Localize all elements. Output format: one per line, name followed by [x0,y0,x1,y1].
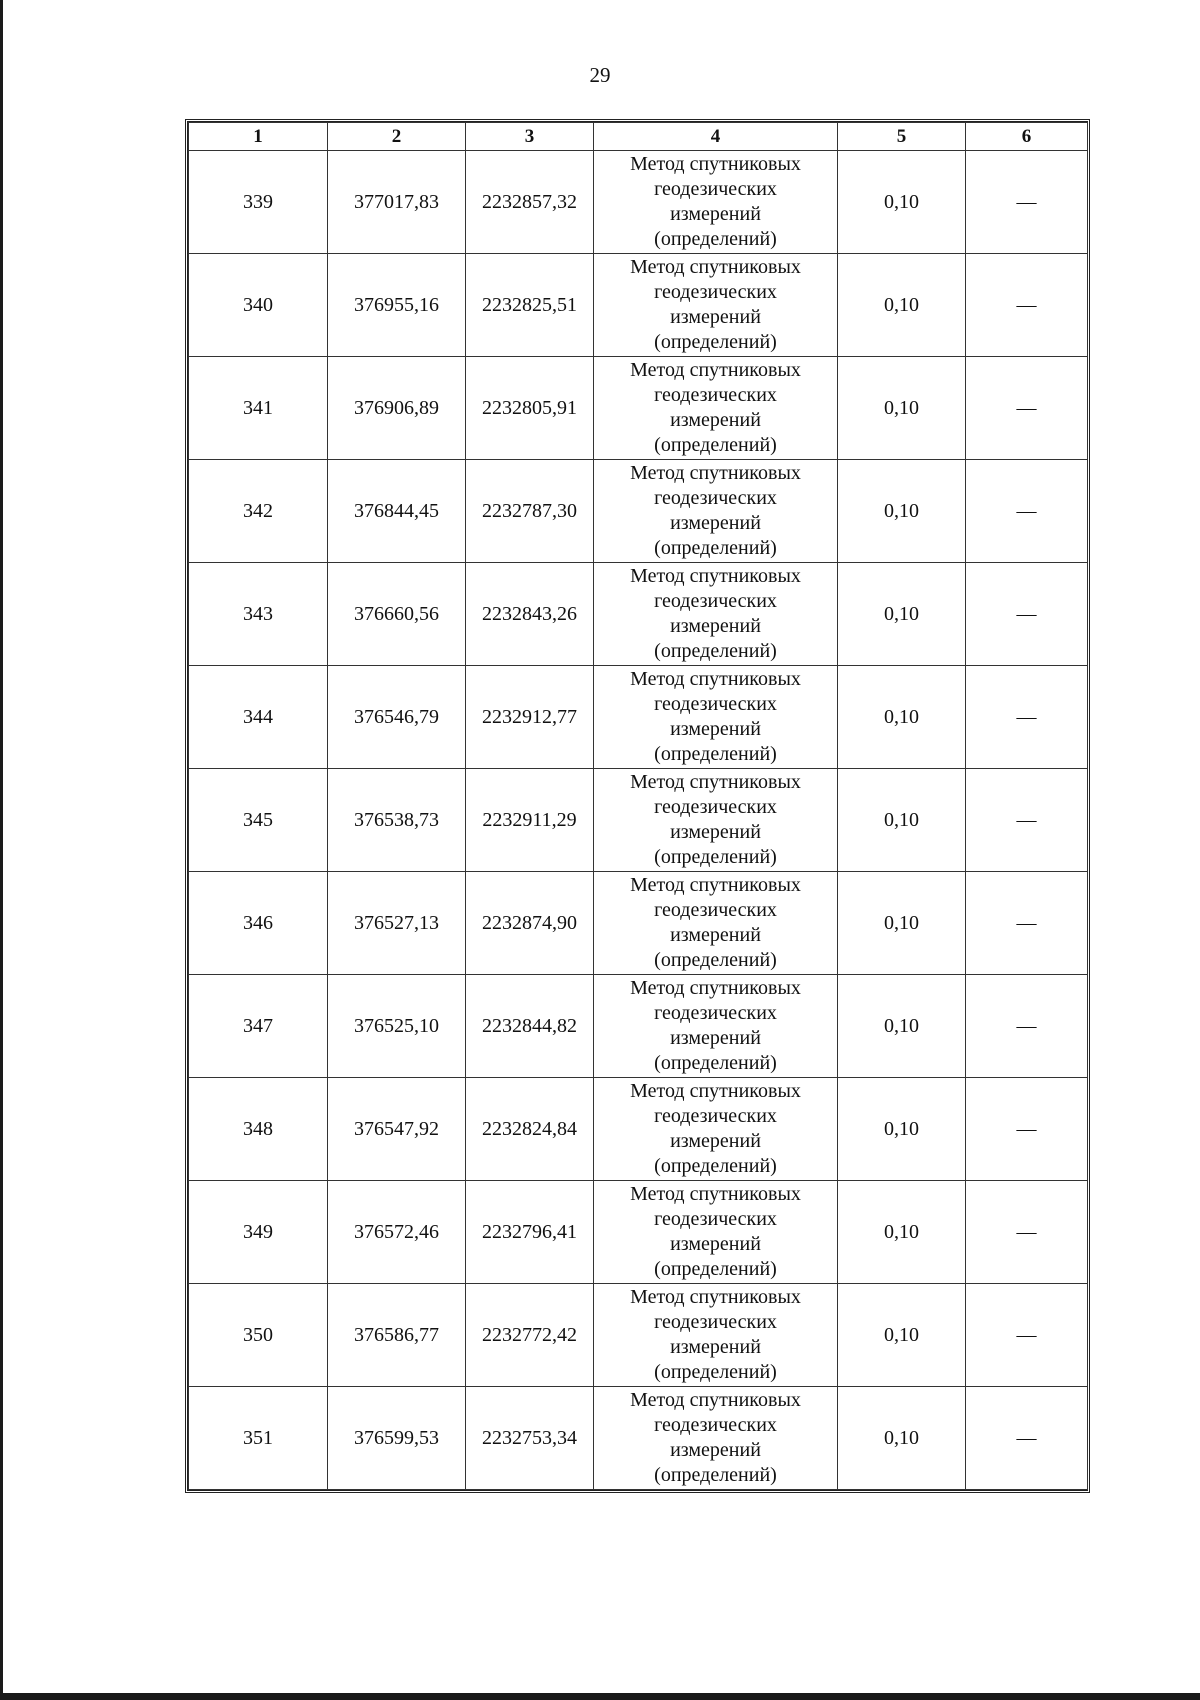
note-cell [966,1387,1088,1490]
table-body [189,151,1088,1490]
method-line: Метод спутниковых [630,771,801,793]
method-line: Метод спутниковых [630,1389,801,1411]
method-line: измерений [670,924,761,946]
point-number-cell: 351 [189,1387,328,1490]
coordinate-x-cell: 376660,56 [328,563,466,666]
method-line: (определений) [654,1155,777,1177]
table-header-row [189,123,1088,151]
scan-edge-bottom [0,1693,1200,1700]
note-cell [966,666,1088,769]
method-line: геодезических [654,693,777,715]
method-cell [594,666,838,769]
method-line: Метод спутниковых [630,668,801,690]
method-cell [594,151,838,254]
point-number-cell: 343 [189,563,328,666]
method-line: измерений [670,512,761,534]
method-line: геодезических [654,178,777,200]
method-line: (определений) [654,1464,777,1486]
point-number-cell: 350 [189,1284,328,1387]
note-cell [966,1181,1088,1284]
method-cell [594,872,838,975]
accuracy-cell: 0,10 [838,1387,966,1490]
method-line: Метод спутниковых [630,565,801,587]
method-line: измерений [670,1233,761,1255]
table-row [189,872,1088,975]
point-number-cell: 341 [189,357,328,460]
column-header: 3 [466,123,594,151]
coordinate-x-cell: 376844,45 [328,460,466,563]
coordinate-x-cell: 376546,79 [328,666,466,769]
point-number-cell: 340 [189,254,328,357]
accuracy-cell: 0,10 [838,872,966,975]
dash-mark: — [1016,1426,1037,1449]
method-line: (определений) [654,228,777,250]
note-cell [966,769,1088,872]
table-row [189,151,1088,254]
coordinates-table [188,122,1088,1490]
coordinate-y-cell: 2232772,42 [466,1284,594,1387]
coordinate-y-cell: 2232824,84 [466,1078,594,1181]
table-row [189,975,1088,1078]
method-line: (определений) [654,949,777,971]
method-line: измерений [670,203,761,225]
method-cell [594,975,838,1078]
coordinate-x-cell: 376586,77 [328,1284,466,1387]
note-cell [966,460,1088,563]
method-line: измерений [670,409,761,431]
coordinate-y-cell: 2232787,30 [466,460,594,563]
accuracy-cell: 0,10 [838,563,966,666]
point-number-cell: 339 [189,151,328,254]
method-cell [594,254,838,357]
point-number-cell: 342 [189,460,328,563]
method-line: Метод спутниковых [630,153,801,175]
coordinate-y-cell: 2232844,82 [466,975,594,1078]
coordinate-y-cell: 2232753,34 [466,1387,594,1490]
method-line: геодезических [654,899,777,921]
dash-mark: — [1016,499,1037,522]
note-cell [966,563,1088,666]
coordinate-x-cell: 376572,46 [328,1181,466,1284]
accuracy-cell: 0,10 [838,151,966,254]
coordinate-y-cell: 2232843,26 [466,563,594,666]
note-cell [966,1078,1088,1181]
table-row [189,666,1088,769]
column-header: 4 [594,123,838,151]
method-line: геодезических [654,1414,777,1436]
column-header: 5 [838,123,966,151]
method-line: измерений [670,821,761,843]
method-line: измерений [670,306,761,328]
table-row [189,460,1088,563]
dash-mark: — [1016,1323,1037,1346]
method-cell [594,769,838,872]
note-cell [966,151,1088,254]
point-number-cell: 348 [189,1078,328,1181]
table-row [189,563,1088,666]
coordinate-x-cell: 376538,73 [328,769,466,872]
dash-mark: — [1016,705,1037,728]
method-cell [594,460,838,563]
accuracy-cell: 0,10 [838,1181,966,1284]
method-line: Метод спутниковых [630,874,801,896]
method-line: Метод спутниковых [630,256,801,278]
coordinate-y-cell: 2232805,91 [466,357,594,460]
method-line: измерений [670,1027,761,1049]
method-line: Метод спутниковых [630,1080,801,1102]
table-row [189,769,1088,872]
dash-mark: — [1016,396,1037,419]
note-cell [966,254,1088,357]
dash-mark: — [1016,1014,1037,1037]
table-row [189,1078,1088,1181]
coordinate-x-cell: 376599,53 [328,1387,466,1490]
dash-mark: — [1016,911,1037,934]
method-line: (определений) [654,331,777,353]
accuracy-cell: 0,10 [838,1284,966,1387]
dash-mark: — [1016,808,1037,831]
note-cell [966,357,1088,460]
point-number-cell: 349 [189,1181,328,1284]
column-header: 6 [966,123,1088,151]
coordinate-x-cell: 376906,89 [328,357,466,460]
table-row [189,254,1088,357]
accuracy-cell: 0,10 [838,666,966,769]
table-row [189,1181,1088,1284]
method-line: геодезических [654,487,777,509]
accuracy-cell: 0,10 [838,357,966,460]
accuracy-cell: 0,10 [838,460,966,563]
dash-mark: — [1016,293,1037,316]
method-line: (определений) [654,1052,777,1074]
method-line: геодезических [654,281,777,303]
point-number-cell: 347 [189,975,328,1078]
method-line: измерений [670,1439,761,1461]
method-line: геодезических [654,1208,777,1230]
coordinate-x-cell: 376547,92 [328,1078,466,1181]
coordinate-y-cell: 2232911,29 [466,769,594,872]
coordinate-x-cell: 376527,13 [328,872,466,975]
coordinate-y-cell: 2232857,32 [466,151,594,254]
method-line: геодезических [654,1105,777,1127]
method-line: Метод спутниковых [630,359,801,381]
page-number: 29 [589,63,611,87]
note-cell [966,1284,1088,1387]
dash-mark: — [1016,602,1037,625]
accuracy-cell: 0,10 [838,254,966,357]
coordinate-x-cell: 376955,16 [328,254,466,357]
column-header: 2 [328,123,466,151]
method-cell [594,1078,838,1181]
method-line: (определений) [654,537,777,559]
method-line: измерений [670,718,761,740]
coordinate-y-cell: 2232825,51 [466,254,594,357]
method-line: Метод спутниковых [630,462,801,484]
method-line: Метод спутниковых [630,977,801,999]
method-cell [594,357,838,460]
method-cell [594,1284,838,1387]
point-number-cell: 345 [189,769,328,872]
method-line: измерений [670,1130,761,1152]
method-line: геодезических [654,796,777,818]
coordinate-y-cell: 2232912,77 [466,666,594,769]
method-line: (определений) [654,846,777,868]
coordinate-x-cell: 376525,10 [328,975,466,1078]
note-cell [966,975,1088,1078]
method-line: (определений) [654,1361,777,1383]
method-line: измерений [670,1336,761,1358]
note-cell [966,872,1088,975]
column-header: 1 [189,123,328,151]
point-number-cell: 346 [189,872,328,975]
method-line: (определений) [654,743,777,765]
method-line: геодезических [654,1311,777,1333]
table-row [189,1387,1088,1490]
coordinates-table-frame [185,119,1090,1493]
accuracy-cell: 0,10 [838,975,966,1078]
method-line: Метод спутниковых [630,1286,801,1308]
method-line: (определений) [654,640,777,662]
dash-mark: — [1016,1117,1037,1140]
method-cell [594,563,838,666]
method-line: геодезических [654,384,777,406]
method-line: измерений [670,615,761,637]
table-row [189,1284,1088,1387]
method-cell [594,1181,838,1284]
method-line: геодезических [654,590,777,612]
dash-mark: — [1016,190,1037,213]
method-line: геодезических [654,1002,777,1024]
method-line: Метод спутниковых [630,1183,801,1205]
accuracy-cell: 0,10 [838,769,966,872]
method-cell [594,1387,838,1490]
method-line: (определений) [654,1258,777,1280]
coordinate-y-cell: 2232874,90 [466,872,594,975]
scan-edge-left [0,0,3,1700]
accuracy-cell: 0,10 [838,1078,966,1181]
coordinate-y-cell: 2232796,41 [466,1181,594,1284]
table-row [189,357,1088,460]
method-line: (определений) [654,434,777,456]
point-number-cell: 344 [189,666,328,769]
dash-mark: — [1016,1220,1037,1243]
coordinate-x-cell: 377017,83 [328,151,466,254]
